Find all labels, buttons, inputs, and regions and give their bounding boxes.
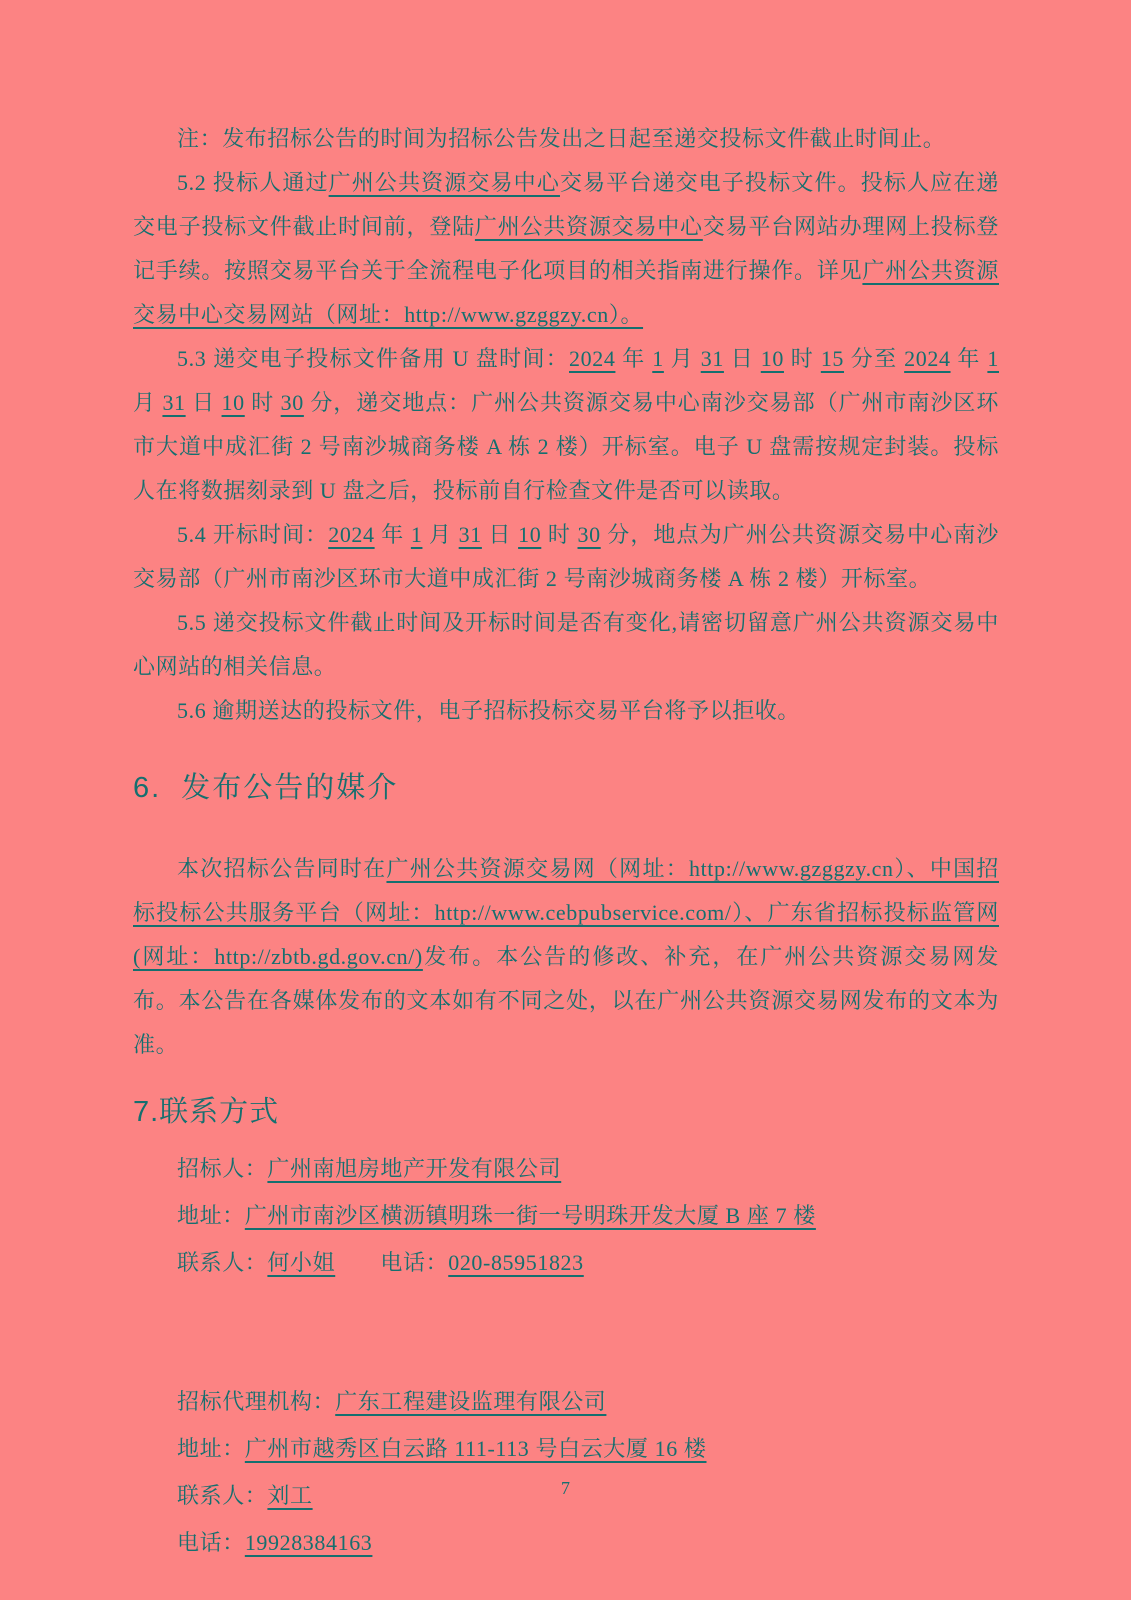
media-paragraph [133, 847, 999, 1067]
section-6-heading [133, 771, 999, 805]
underlined-text: 31 [458, 522, 482, 547]
underlined-text: 何小姐 [267, 1250, 336, 1275]
underlined-text: 19928384163 [244, 1530, 373, 1555]
text-run: 地址： [177, 1203, 245, 1228]
tenderer-address-line [133, 1192, 999, 1239]
text-run: 日 [481, 522, 519, 547]
text-run: 电话： [335, 1250, 449, 1275]
text-run: 联系人： [177, 1483, 268, 1508]
clause-5-4 [133, 513, 999, 601]
clause-5-6 [133, 689, 999, 733]
underlined-text: 1 [652, 346, 664, 371]
underlined-text: 广州市越秀区白云路 111-113 号白云大厦 16 楼 [244, 1436, 707, 1461]
underlined-text: 30 [280, 390, 304, 415]
text-run: 招标人： [177, 1156, 268, 1181]
underlined-text: 31 [162, 390, 186, 415]
text-run: 年 [615, 346, 653, 371]
section-7-heading [133, 1095, 999, 1129]
underlined-text: 1 [410, 522, 423, 547]
underlined-text: 2024 [569, 346, 616, 371]
text-run: 招标代理机构： [177, 1389, 336, 1414]
underlined-text: 广州公共资源交易网（网址：http://www.gzggzy.cn）、中国招标投标公共服务平台（网址：http://www.cebpubservice.com/）、广东省招标投标监管网(网址：http://zbtb.gd.gov.cn/) [133, 856, 999, 969]
text-run: 年 [950, 346, 988, 371]
underlined-text: 020-85951823 [448, 1250, 584, 1275]
text-run: 日 [185, 390, 222, 415]
text-run: 交易平台递交电子投标文件。投标人应在递交电子投标文件截止时间前，登陆 [133, 170, 999, 239]
text-run: 分，递交地点：广州公共资源交易中心南沙交易部（广州市南沙区环市大道中成汇街 2 号南沙城商务楼 A 栋 2 楼）开标室。电子 U 盘需按规定封装。投标人在将数据刻录到 U 盘之后，投标前自行检查文件是否可以读取。 [133, 390, 999, 503]
text-run: 时 [783, 346, 821, 371]
document-content [133, 117, 999, 1566]
underlined-text: 广州公共资源交易中心交易网站（网址：http://www.gzggzy.cn）。 [133, 258, 999, 327]
agency-phone-line [133, 1519, 999, 1566]
agency-line [133, 1378, 999, 1425]
text-run: 5.6 逾期送达的投标文件，电子招标投标交易平台将予以拒收。 [177, 698, 801, 723]
underlined-text: 广州市南沙区横沥镇明珠一街一号明珠开发大厦 B 座 7 楼 [244, 1203, 816, 1228]
underlined-text: 广东工程建设监理有限公司 [335, 1389, 607, 1414]
page-number: 7 [561, 1478, 570, 1498]
underlined-text: 广州公共资源交易中心 [328, 170, 560, 195]
underlined-text: 30 [577, 522, 601, 547]
tenderer-line [133, 1145, 999, 1192]
text-run: 交易平台网站办理网上投标登记手续。按照交易平台关于全流程电子化项目的相关指南进行操作。详见 [133, 214, 999, 283]
text-run: 月 [663, 346, 701, 371]
clause-5-3 [133, 337, 999, 513]
underlined-text: 31 [700, 346, 724, 371]
text-run: 地址： [177, 1436, 245, 1461]
text-run: 时 [541, 522, 578, 547]
text-run: 本次招标公告同时在 [177, 856, 387, 881]
text-run: 分至 [844, 346, 905, 371]
text-run: 5.3 递交电子投标文件备用 U 盘时间： [177, 346, 570, 371]
blank-gap [133, 1286, 999, 1378]
text-run: 6. 发布公告的媒介 [133, 772, 399, 804]
text-run: 5.5 递交投标文件截止时间及开标时间是否有变化,请密切留意广州公共资源交易中心网站的相关信息。 [133, 610, 999, 679]
text-run: 发布。本公告的修改、补充，在广州公共资源交易网发布。本公告在各媒体发布的文本如有不同之处，以在广州公共资源交易网发布的文本为准。 [133, 944, 999, 1057]
text-run: 日 [723, 346, 761, 371]
text-run: 5.4 开标时间： [177, 522, 329, 547]
underlined-text: 10 [518, 522, 542, 547]
text-run: 时 [244, 390, 281, 415]
text-run: 注：发布招标公告的时间为招标公告发出之日起至递交投标文件截止时间止。 [177, 126, 946, 151]
underlined-text: 10 [221, 390, 245, 415]
text-run: 月 [133, 390, 163, 415]
underlined-text: 2024 [328, 522, 375, 547]
text-run: 联系人： [177, 1250, 268, 1275]
underlined-text: 15 [820, 346, 845, 371]
note-paragraph [133, 117, 999, 161]
underlined-text: 10 [760, 346, 784, 371]
underlined-text: 2024 [904, 346, 951, 371]
text-run: 5.2 投标人通过 [177, 170, 329, 195]
agency-address-line [133, 1425, 999, 1472]
clause-5-5 [133, 601, 999, 689]
text-run: 月 [422, 522, 459, 547]
text-run: 电话： [177, 1530, 245, 1555]
underlined-text: 1 [987, 346, 999, 371]
text-run: 分，地点为广州公共资源交易中心南沙交易部（广州市南沙区环市大道中成汇街 2 号南沙城商务楼 A 栋 2 楼）开标室。 [133, 522, 999, 591]
clause-5-2 [133, 161, 999, 337]
underlined-text: 广州公共资源交易中心 [474, 214, 703, 239]
underlined-text: 刘工 [267, 1483, 313, 1508]
text-run: 年 [374, 522, 411, 547]
tenderer-contact-line [133, 1239, 999, 1286]
text-run: 7.联系方式 [133, 1096, 280, 1128]
underlined-text: 广州南旭房地产开发有限公司 [267, 1156, 562, 1181]
